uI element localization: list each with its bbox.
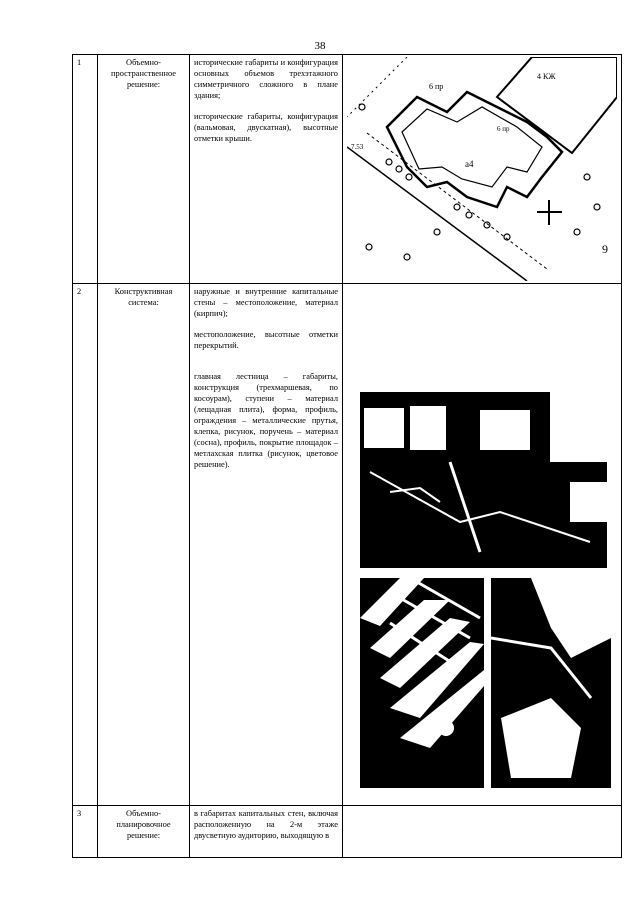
description-paragraph: исторические габариты и конфигурация основных объемов трехэтажного симметричного сложного в плане здания; — [194, 58, 338, 100]
row-image-cell — [343, 55, 622, 284]
row-description — [190, 284, 343, 806]
row-number: 1 — [73, 55, 98, 284]
table-row — [73, 55, 622, 284]
row-description — [190, 806, 343, 858]
description-paragraph: исторические габариты, конфигурация (вальмовая, двускатная), высотные отметки крыши. — [194, 112, 338, 143]
map-label: 9 — [602, 242, 608, 256]
description-paragraph: местоположение, высотные отметки перекрытий. — [194, 330, 338, 350]
site-plan-map — [347, 57, 617, 281]
table-row — [73, 806, 622, 858]
map-label: 6 пр — [497, 125, 510, 133]
row-number: 2 — [73, 284, 98, 806]
description-paragraph: главная лестница – габариты, конструкция (трехмаршевая, по косоурам), ступени – материал (лещадная плита), форма, профиль, ограждения – металлические прутья, клепка, рисунок, поручень – материал (сосна), профиль, покрытие площадок – метлахская плитка (рисунок, цветовое решение). — [194, 372, 338, 469]
staircase-photo — [360, 392, 607, 568]
map-label: 6 пр — [429, 82, 444, 91]
row-description — [190, 55, 343, 284]
row-image-cell — [343, 806, 622, 858]
row-title: Объемно-планировочное решение: — [98, 806, 190, 858]
map-label: а4 — [465, 159, 474, 169]
row-title: Конструктивная система: — [98, 284, 190, 806]
map-label: 7.53 — [351, 143, 364, 151]
document-table — [72, 54, 622, 858]
page-number: 38 — [314, 40, 326, 52]
stair-steps-photo — [360, 578, 484, 788]
row-image-cell — [343, 284, 622, 806]
row-title: Объемно-пространственное решение: — [98, 55, 190, 284]
row-number: 3 — [73, 806, 98, 858]
map-label: 4 КЖ — [537, 72, 556, 81]
description-paragraph: наружные и внутренние капитальные стены – местоположение, материал (кирпич); — [194, 287, 338, 318]
stair-railing-photo — [491, 578, 611, 788]
description-paragraph: в габаритах капитальных стен, включая расположенную на 2-м этаже двусветную аудиторию, выходящую в — [194, 809, 338, 840]
table-row — [73, 284, 622, 806]
